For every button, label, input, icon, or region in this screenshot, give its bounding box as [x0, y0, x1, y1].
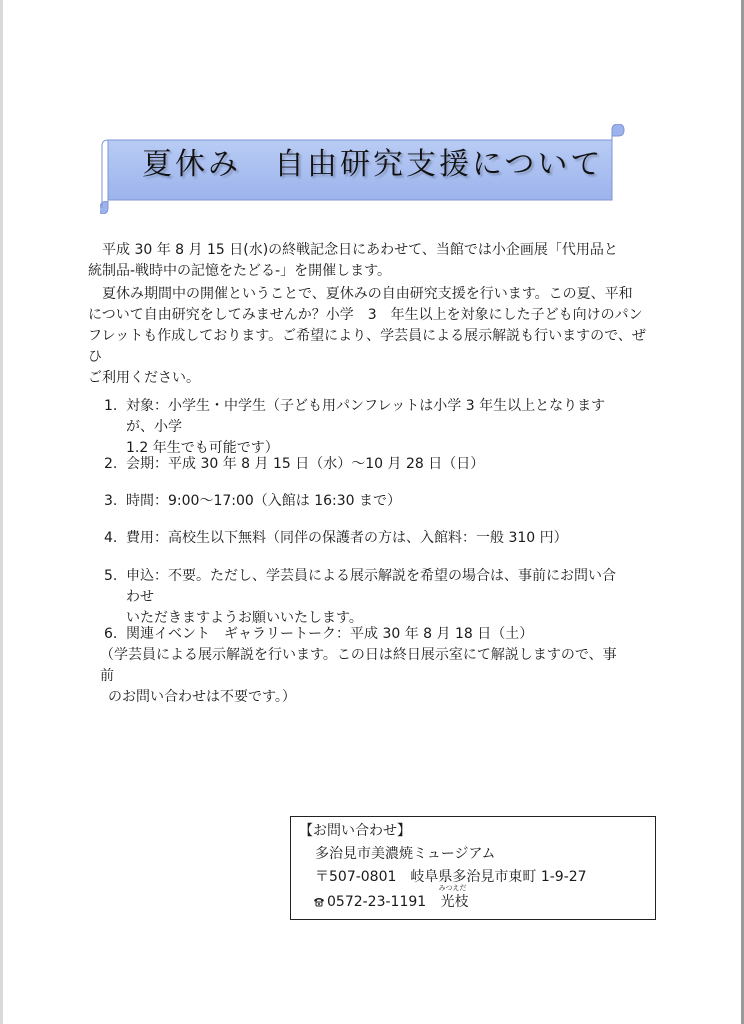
- intro-paragraph-2: [88, 284, 648, 389]
- list-item-number: 4.: [104, 530, 118, 546]
- contact-person-name: 光枝: [440, 894, 469, 910]
- list-item-line: 1.2 年生でも可能です）: [126, 440, 279, 456]
- intro-line: ご利用ください。: [88, 370, 200, 386]
- contact-heading: 【お問い合わせ】: [299, 823, 411, 839]
- list-item-number: 2.: [104, 456, 118, 472]
- list-item-text: [126, 396, 624, 459]
- contact-person: [438, 884, 469, 912]
- list-item-line: いただきますようお願いいたします。: [126, 610, 363, 626]
- contact-box: [290, 816, 656, 920]
- list-item-number: 5.: [104, 568, 118, 584]
- list-item-text: 関連イベント ギャラリートーク：平成 30 年 8 月 18 日（土）: [126, 626, 534, 642]
- contact-address: 〒507-0801 岐阜県多治見市東町 1-9-27: [315, 869, 587, 885]
- title-banner: [100, 124, 628, 214]
- intro-line: について自由研究をしてみませんか？小学 3 年生以上を対象にした子ども向けのパン: [88, 307, 643, 323]
- contact-phone: 0572-23-1191: [327, 894, 427, 910]
- contact-person-reading: みつえだ: [438, 884, 467, 892]
- list-item-line: 対象：小学生・中学生（子ども用パンフレットは小学 3 年生以上となりますが、小学: [126, 398, 606, 435]
- intro-line: 統制品-戦時中の記憶をたどる-」を開催します。: [88, 263, 391, 279]
- page-edge-left: [0, 0, 3, 1024]
- contact-organization: 多治見市美濃焼ミュージアム: [315, 846, 496, 862]
- intro-line: フレットも作成しております。ご希望により、学芸員による展示解説も行いますので、ぜひ: [88, 328, 646, 365]
- list-item-number: 3.: [104, 493, 118, 509]
- list-item-note: [100, 645, 630, 708]
- intro-line: 平成 30 年 8 月 15 日(水)の終戦記念日にあわせて、当館では小企画展「代用品と: [102, 242, 618, 258]
- contact-phone-line: [313, 884, 469, 912]
- intro-line: 夏休み期間中の開催ということで、夏休みの自由研究支援を行います。この夏、平和: [102, 286, 633, 302]
- list-item-text: 費用：高校生以下無料（同伴の保護者の方は、入館料：一般 310 円）: [126, 530, 568, 546]
- list-item-number: 1.: [104, 398, 118, 414]
- list-item-line: 申込：不要。ただし、学芸員による展示解説を希望の場合は、事前にお問い合わせ: [126, 568, 616, 605]
- list-item-note-line: （学芸員による展示解説を行います。この日は終日展示室にて解説しますので、事前: [100, 647, 617, 684]
- list-item-text: 会期：平成 30 年 8 月 15 日（水）～10 月 28 日（日）: [126, 456, 485, 472]
- list-item-note-line: のお問い合わせは不要です。）: [108, 689, 296, 705]
- telephone-icon: [313, 897, 325, 907]
- list-item-number: 6.: [104, 626, 118, 642]
- intro-paragraph-1: [88, 240, 648, 282]
- list-item-text: [126, 566, 624, 629]
- page-title: 夏休み 自由研究支援について: [142, 147, 604, 182]
- list-item-text: 時間：9:00～17:00（入館は 16:30 まで）: [126, 493, 402, 509]
